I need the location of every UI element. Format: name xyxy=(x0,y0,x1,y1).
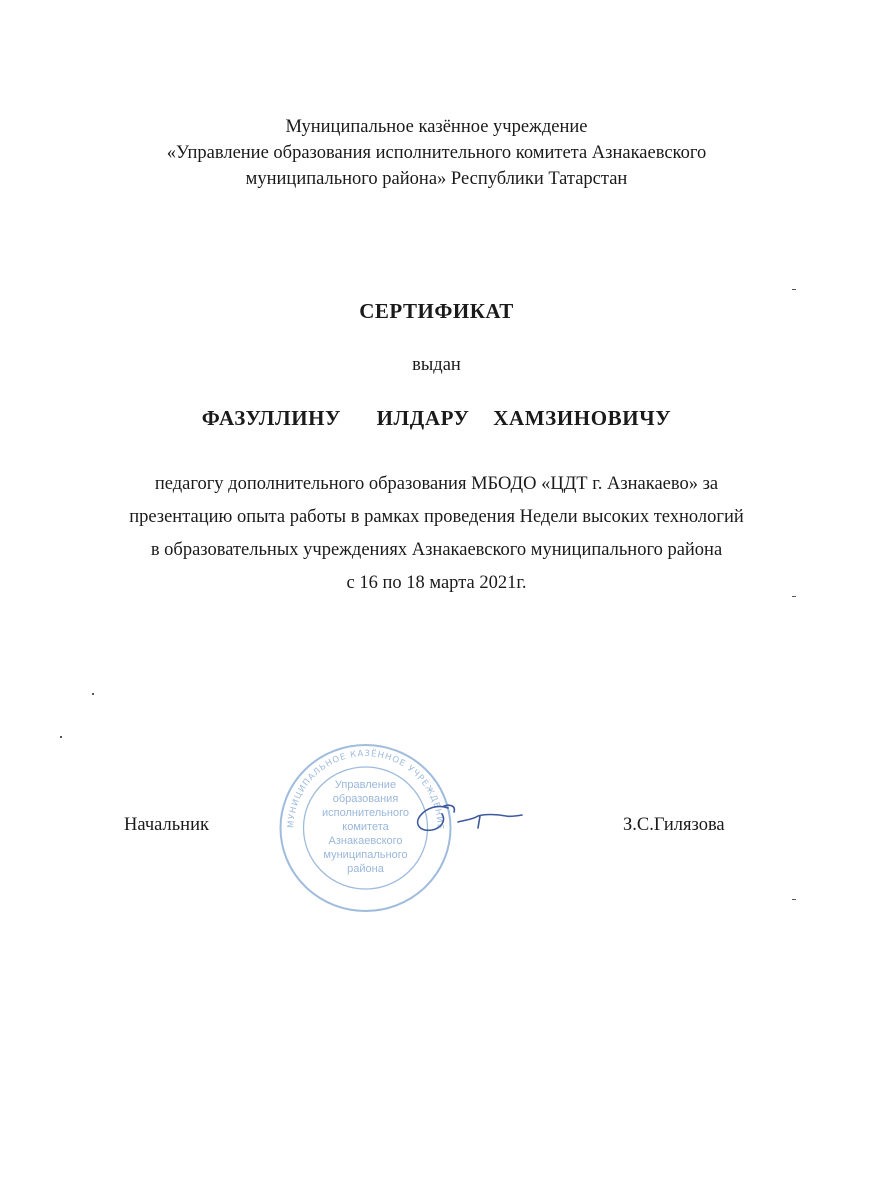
scan-speck xyxy=(92,693,94,695)
handwritten-signature xyxy=(398,800,528,840)
certificate-title: СЕРТИФИКАТ xyxy=(359,299,514,323)
stamp-line-4: комитета xyxy=(342,821,389,833)
certificate-body xyxy=(0,468,873,600)
stamp-line-2: образования xyxy=(332,793,399,805)
stamp-line-1: Управление xyxy=(334,779,397,791)
stamp-ring-text: МУНИЦИПАЛЬНОЕ КАЗЁННОЕ УЧРЕЖДЕНИЕ xyxy=(286,748,445,831)
scan-speck xyxy=(60,736,62,738)
scan-speck xyxy=(792,899,796,900)
scan-speck xyxy=(792,289,796,290)
signer-name: З.С.Гилязова xyxy=(623,815,725,835)
stamp-line-6: муниципального xyxy=(323,849,408,861)
recipient-name: ФАЗУЛЛИНУ ИЛДАРУ ХАМЗИНОВИЧУ xyxy=(201,406,672,430)
stamp-line-3: исполнительного xyxy=(321,807,410,819)
scan-speck xyxy=(792,596,796,597)
issued-label: выдан xyxy=(412,355,461,375)
stamp-line-5: Азнакаевского xyxy=(328,835,403,847)
body-line-3: в образовательных учреждениях Азнакаевского муниципального района xyxy=(150,540,723,560)
organization-header xyxy=(0,114,873,192)
stamp-line-7: района xyxy=(347,863,384,875)
organization-line-2: «Управление образования исполнительного комитета Азнакаевского xyxy=(166,143,707,163)
organization-line-1: Муниципальное казённое учреждение xyxy=(285,117,588,137)
body-line-4: с 16 по 18 марта 2021г. xyxy=(346,573,527,593)
signer-position: Начальник xyxy=(124,815,209,835)
body-line-1: педагогу дополнительного образования МБОДО «ЦДТ г. Азнакаево» за xyxy=(154,474,719,494)
organization-line-3: муниципального района» Республики Татарстан xyxy=(245,169,628,189)
body-line-2: презентацию опыта работы в рамках проведения Недели высоких технологий xyxy=(129,507,744,527)
